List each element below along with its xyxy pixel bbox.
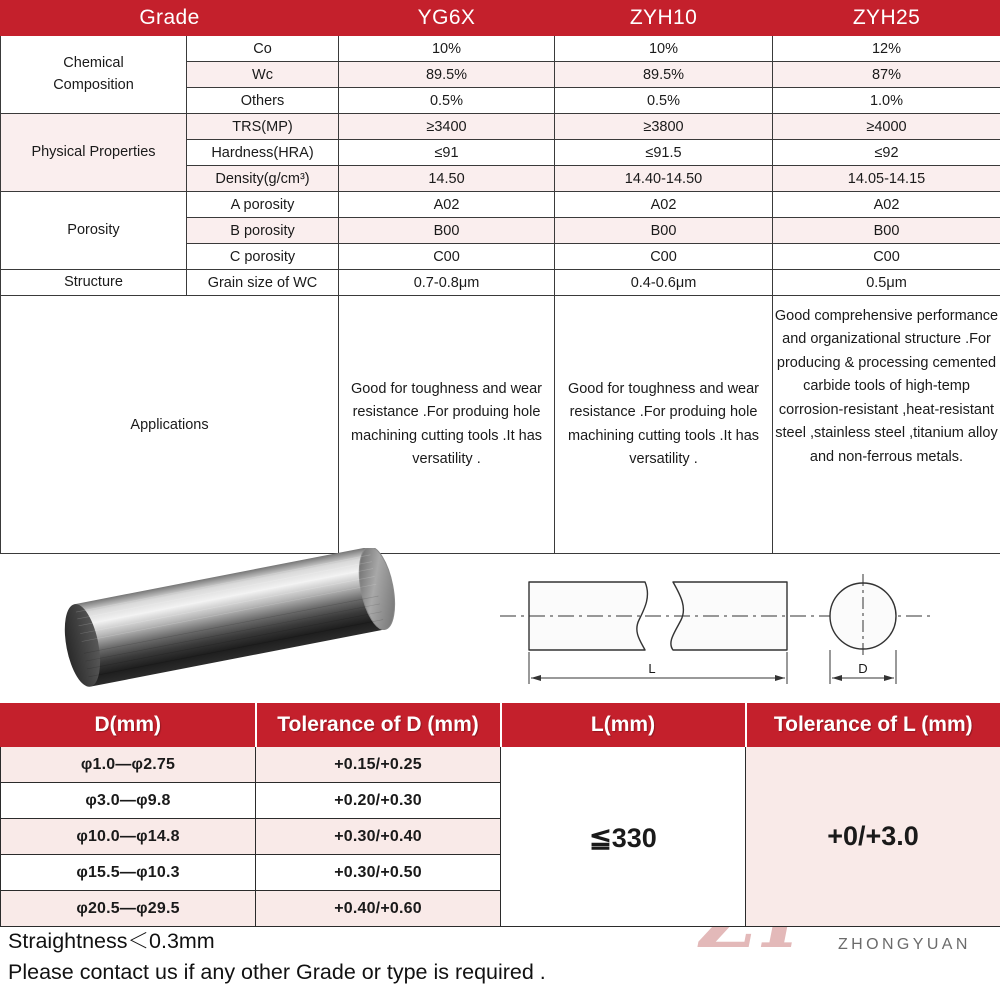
dim-header-tolerance-d: Tolerance of D (mm) (256, 704, 501, 747)
dim-d-row-3: φ10.0—φ14.8 (1, 819, 256, 855)
dim-tolerance-d-row-3: +0.30/+0.40 (256, 819, 501, 855)
category-label-line1: Chemical (63, 54, 124, 71)
spec-header-grade-zyh25: ZYH25 (773, 1, 1000, 36)
carbide-rod-photo (34, 548, 434, 688)
note-straightness: Straightness＜0.3mm (8, 929, 215, 953)
table-row (1, 747, 1000, 783)
note-contact: Please contact us if any other Grade or type is required . (8, 959, 546, 984)
value-density-zyh10: 14.40-14.50 (555, 166, 773, 192)
logo-pinyin-name: ZHONGYUAN (838, 936, 971, 953)
dim-d-row-1: φ1.0—φ2.75 (1, 747, 256, 783)
footer-notes (8, 926, 546, 987)
value-others-zyh25: 1.0% (773, 88, 1000, 114)
value-trs-zyh10: ≥3800 (555, 114, 773, 140)
value-hardness-zyh25: ≤92 (773, 140, 1000, 166)
length-dimension-label: L (648, 661, 656, 676)
value-trs-yg6x: ≥3400 (339, 114, 555, 140)
category-chemical-composition (1, 36, 187, 114)
value-c-porosity-zyh10: C00 (555, 244, 773, 270)
applications-yg6x: Good for toughness and wear resistance .For produing hole machining cutting tools .It has versatility . (339, 296, 555, 554)
value-b-porosity-zyh25: B00 (773, 218, 1000, 244)
dim-header-l: L(mm) (501, 704, 746, 747)
value-others-zyh10: 0.5% (555, 88, 773, 114)
spec-header-grade-yg6x: YG6X (339, 1, 555, 36)
property-name-co: Co (187, 36, 339, 62)
property-name-c-porosity: C porosity (187, 244, 339, 270)
dim-d-row-5: φ20.5—φ29.5 (1, 891, 256, 927)
dim-header-tolerance-l: Tolerance of L (mm) (746, 704, 1000, 747)
property-name-trs: TRS(MP) (187, 114, 339, 140)
rod-engineering-drawing (495, 550, 995, 695)
dim-length-value (501, 747, 746, 927)
value-a-porosity-zyh25: A02 (773, 192, 1000, 218)
value-grain-size-zyh25: 0.5μm (773, 270, 1000, 296)
value-a-porosity-yg6x: A02 (339, 192, 555, 218)
property-name-b-porosity: B porosity (187, 218, 339, 244)
property-name-wc: Wc (187, 62, 339, 88)
value-hardness-yg6x: ≤91 (339, 140, 555, 166)
category-porosity: Porosity (1, 192, 187, 270)
spec-header-row (1, 1, 1000, 36)
category-structure: Structure (1, 270, 187, 296)
value-wc-zyh10: 89.5% (555, 62, 773, 88)
value-hardness-zyh10: ≤91.5 (555, 140, 773, 166)
spec-header-grade-zyh10: ZYH10 (555, 1, 773, 36)
table-row (1, 270, 1000, 296)
applications-zyh25: Good comprehensive performance and organizational structure .For producing & processing cemented carbide tools of high-temp corrosion-resistant ,heat-resistant steel ,stainless steel ,titanium alloy and non-ferrous metals. (773, 296, 1000, 554)
dim-tolerance-d-row-5: +0.40/+0.60 (256, 891, 501, 927)
property-name-others: Others (187, 88, 339, 114)
value-wc-zyh25: 87% (773, 62, 1000, 88)
dim-tolerance-d-row-1: +0.15/+0.25 (256, 747, 501, 783)
category-label-line2: Composition (53, 76, 134, 93)
value-trs-zyh25: ≥4000 (773, 114, 1000, 140)
value-co-zyh10: 10% (555, 36, 773, 62)
value-wc-yg6x: 89.5% (339, 62, 555, 88)
dim-d-row-4: φ15.5—φ10.3 (1, 855, 256, 891)
table-row (1, 296, 1000, 554)
category-physical-properties: Physical Properties (1, 114, 187, 192)
table-row (1, 114, 1000, 140)
length-value-text: ≦330 (589, 823, 657, 853)
dim-tolerance-d-row-4: +0.30/+0.50 (256, 855, 501, 891)
illustration-band (0, 540, 1000, 705)
diameter-dimension-label: D (858, 661, 868, 676)
property-name-density: Density(g/cm³) (187, 166, 339, 192)
value-b-porosity-zyh10: B00 (555, 218, 773, 244)
dimension-table (0, 703, 1000, 927)
table-row (1, 36, 1000, 62)
value-grain-size-yg6x: 0.7-0.8μm (339, 270, 555, 296)
length-dimension (529, 652, 787, 684)
table-row (1, 192, 1000, 218)
property-name-a-porosity: A porosity (187, 192, 339, 218)
dim-d-row-2: φ3.0—φ9.8 (1, 783, 256, 819)
property-name-grain-size: Grain size of WC (187, 270, 339, 296)
value-b-porosity-yg6x: B00 (339, 218, 555, 244)
value-density-zyh25: 14.05-14.15 (773, 166, 1000, 192)
dim-tolerance-d-row-2: +0.20/+0.30 (256, 783, 501, 819)
value-a-porosity-zyh10: A02 (555, 192, 773, 218)
value-c-porosity-zyh25: C00 (773, 244, 1000, 270)
dim-header-row (1, 704, 1000, 747)
dim-header-d: D(mm) (1, 704, 256, 747)
value-others-yg6x: 0.5% (339, 88, 555, 114)
value-density-yg6x: 14.50 (339, 166, 555, 192)
category-applications: Applications (1, 296, 339, 554)
value-c-porosity-yg6x: C00 (339, 244, 555, 270)
dim-length-tolerance-value: +0/+3.0 (746, 747, 1000, 927)
property-name-hardness: Hardness(HRA) (187, 140, 339, 166)
value-co-zyh25: 12% (773, 36, 1000, 62)
spec-header-grade: Grade (1, 1, 339, 36)
applications-zyh10: Good for toughness and wear resistance .For produing hole machining cutting tools .It has versatility . (555, 296, 773, 554)
value-grain-size-zyh10: 0.4-0.6μm (555, 270, 773, 296)
value-co-yg6x: 10% (339, 36, 555, 62)
